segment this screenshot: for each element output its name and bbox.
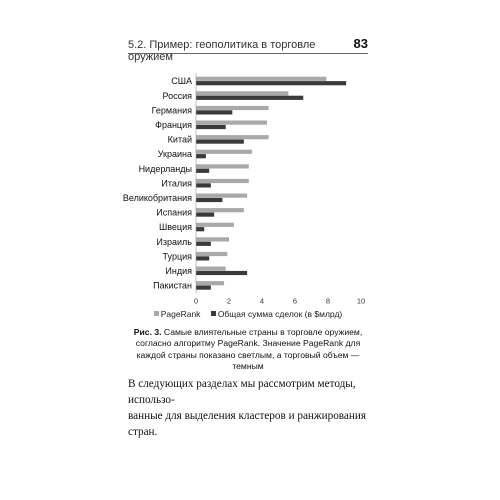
bar-pagerank (196, 223, 234, 227)
figure-caption (128, 327, 368, 373)
bar-deal-volume (196, 286, 211, 290)
bar-pagerank (196, 150, 252, 154)
category-label: Испания (156, 207, 192, 218)
category-label: Украина (157, 149, 192, 160)
category-label: Италия (161, 178, 192, 189)
body-line: В следующих разделах мы рассмотрим методы, использо- (128, 378, 356, 406)
bar-deal-volume (196, 81, 346, 85)
bar-pagerank (196, 194, 247, 198)
category-label: Пакистан (153, 280, 192, 291)
category-label: Швеция (159, 222, 192, 233)
x-tick-label: 0 (193, 296, 199, 306)
bar-pagerank (196, 267, 226, 271)
x-tick-label: 2 (226, 296, 232, 306)
bar-deal-volume (196, 110, 232, 114)
bar-deal-volume (196, 198, 222, 202)
category-label: Израиль (156, 236, 192, 247)
bar-pagerank (196, 135, 269, 139)
bar-pagerank (196, 237, 229, 241)
body-line: ванные для выделения кластеров и ранжирования стран. (128, 410, 367, 438)
bar-pagerank (196, 164, 249, 168)
legend-swatch-deals (211, 311, 216, 316)
bar-deal-volume (196, 169, 209, 173)
caption-label: Рис. 3. (133, 327, 162, 337)
bar-deal-volume (196, 242, 211, 246)
category-label: Россия (162, 90, 192, 101)
bar-pagerank (196, 208, 244, 212)
x-tick-label: 10 (356, 296, 366, 306)
running-title: 5.2. Пример: геополитика в торговле оружием (128, 39, 316, 63)
bar-pagerank (196, 179, 249, 183)
x-tick-label: 6 (292, 296, 298, 306)
bar-pagerank (196, 91, 288, 95)
bar-deal-volume (196, 183, 211, 187)
category-label: США (171, 76, 192, 87)
category-label: Китай (167, 134, 192, 145)
body-paragraph (128, 376, 372, 440)
category-label: Франция (155, 120, 192, 130)
bar-deal-volume (196, 271, 247, 275)
legend-swatch-pagerank (154, 311, 159, 316)
legend-label-deals: Общая сумма сделок (в $млрд) (217, 309, 343, 319)
legend-label-pagerank: PageRank (160, 309, 201, 319)
bar-pagerank (196, 281, 224, 285)
legend-item-pagerank (154, 309, 201, 319)
category-label: Индия (165, 266, 192, 276)
category-label: Нидерланды (138, 163, 192, 174)
caption-text: Самые влиятельные страны в торговле оружием, согласно алгоритму PageRank. Значение PageRank для каждой страны показано светлым, а торговый объем — темным (135, 327, 363, 372)
chart-legend (128, 309, 368, 319)
bar-deal-volume (196, 256, 209, 260)
category-label: Турция (162, 251, 192, 262)
bar-deal-volume (196, 227, 204, 231)
bar-deal-volume (196, 125, 226, 129)
category-label: Германия (151, 105, 192, 116)
category-label: Великобритания (122, 193, 192, 203)
legend-item-deals (211, 309, 342, 319)
bar-pagerank (196, 252, 227, 256)
bar-deal-volume (196, 154, 206, 158)
page-number: 83 (353, 36, 368, 51)
x-tick-label: 4 (259, 296, 265, 306)
bar-pagerank (196, 106, 269, 110)
bar-pagerank (196, 121, 267, 125)
x-tick-label: 8 (325, 296, 331, 306)
bar-pagerank (196, 77, 326, 81)
bar-deal-volume (196, 140, 244, 144)
bar-deal-volume (196, 96, 303, 100)
bar-deal-volume (196, 213, 214, 217)
